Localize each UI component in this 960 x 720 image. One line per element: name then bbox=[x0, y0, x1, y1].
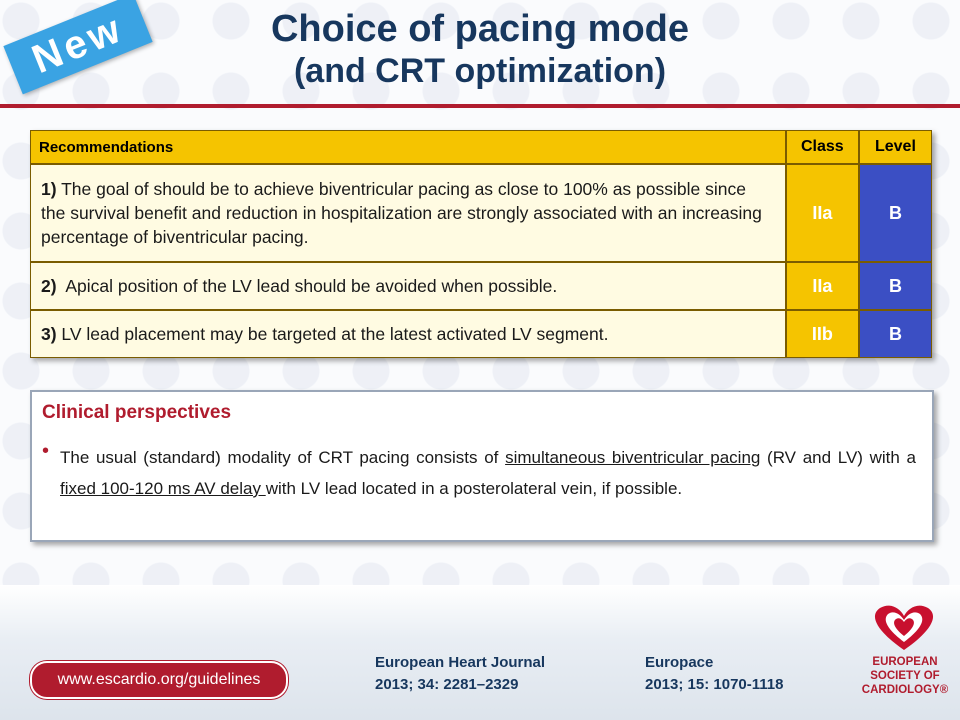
guidelines-url-link[interactable]: www.escardio.org/guidelines bbox=[30, 661, 288, 699]
header-recommendations: Recommendations bbox=[30, 130, 786, 164]
page-title: Choice of pacing mode bbox=[270, 8, 690, 50]
cp-text-middle: (RV and LV) with a bbox=[760, 448, 916, 467]
logo-line-3: CARDIOLOGY® bbox=[861, 684, 949, 696]
header-class: Class bbox=[786, 130, 859, 164]
page-subtitle: (and CRT optimization) bbox=[293, 52, 667, 90]
esc-logo-text bbox=[850, 655, 960, 697]
recommendation-number: 1) bbox=[41, 179, 57, 199]
class-value: IIb bbox=[786, 310, 859, 358]
recommendation-body: Apical position of the LV lead should be avoided when possible. bbox=[56, 276, 558, 296]
table-row bbox=[30, 164, 932, 262]
recommendation-text bbox=[30, 310, 786, 358]
logo-line-2: SOCIETY OF bbox=[870, 670, 940, 682]
reference-europace-journal: Europace bbox=[645, 654, 714, 671]
header-level: Level bbox=[859, 130, 932, 164]
table-row bbox=[30, 262, 932, 310]
reference-ehj bbox=[375, 652, 545, 696]
level-value: B bbox=[859, 262, 932, 310]
cp-underline-1: simultaneous biventricular pacing bbox=[505, 448, 761, 467]
recommendation-number: 3) bbox=[41, 324, 57, 344]
new-badge: New bbox=[3, 0, 152, 94]
cp-text-before: The usual (standard) modality of CRT pacing consists of bbox=[60, 448, 506, 467]
bullet-icon: • bbox=[42, 440, 50, 462]
level-value: B bbox=[859, 164, 932, 262]
recommendation-text bbox=[30, 164, 786, 262]
class-value: IIa bbox=[786, 262, 859, 310]
level-value: B bbox=[859, 310, 932, 358]
reference-ehj-citation: 2013; 34: 2281–2329 bbox=[375, 676, 519, 693]
title-divider bbox=[0, 104, 960, 108]
clinical-perspectives-box bbox=[30, 390, 934, 542]
reference-ehj-journal: European Heart Journal bbox=[375, 654, 546, 671]
recommendation-number: 2) bbox=[41, 276, 57, 296]
reference-europace-citation: 2013; 15: 1070-1118 bbox=[645, 676, 784, 693]
table-row bbox=[30, 310, 932, 358]
logo-line-1: EUROPEAN bbox=[872, 656, 938, 668]
recommendation-body: LV lead placement may be targeted at the latest activated LV segment. bbox=[56, 324, 609, 344]
clinical-perspectives-text bbox=[60, 442, 916, 504]
table-header-row bbox=[30, 130, 932, 164]
reference-europace bbox=[645, 652, 783, 696]
clinical-perspectives-title: Clinical perspectives bbox=[42, 402, 232, 423]
recommendation-text bbox=[30, 262, 786, 310]
cp-underline-2: fixed 100-120 ms AV delay bbox=[60, 479, 266, 498]
cp-text-after: with LV lead located in a posterolateral vein, if possible. bbox=[265, 479, 683, 498]
recommendation-body: The goal of should be to achieve biventricular pacing as close to 100% as possible since the survival benefit and reduction in hospitalization are strongly associated with an increasing percentage of biventricular pacing. bbox=[41, 179, 762, 247]
recommendations-table bbox=[30, 130, 932, 358]
class-value: IIa bbox=[786, 164, 859, 262]
